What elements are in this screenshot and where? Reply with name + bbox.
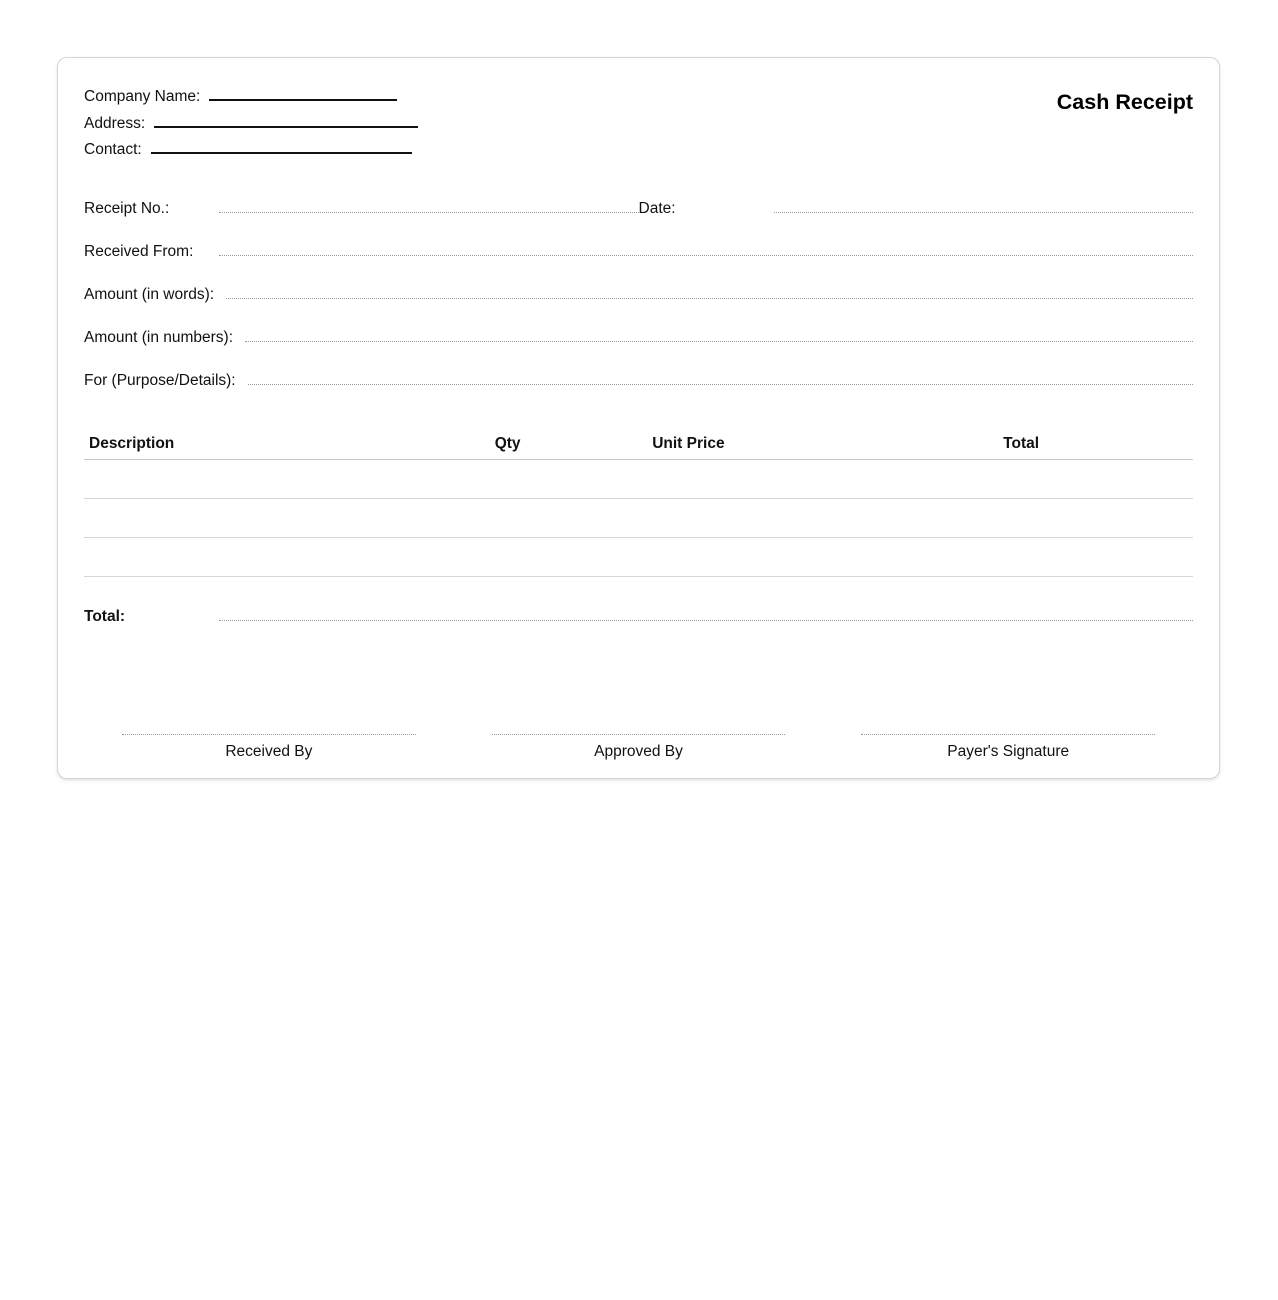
received-by-signature	[84, 734, 454, 763]
date-field	[639, 198, 1194, 220]
payers-signature-label: Payer's Signature	[947, 742, 1070, 760]
signatures-section	[84, 734, 1193, 763]
amount-in-numbers-field	[84, 327, 1193, 349]
column-header-unit-price: Unit Price	[652, 434, 725, 452]
amount-in-numbers-label: Amount (in numbers):	[84, 328, 234, 346]
amount-in-numbers-line	[245, 341, 1193, 342]
address-blank	[154, 126, 418, 128]
company-name-row	[84, 84, 418, 111]
approved-by-signature	[454, 734, 824, 763]
company-name-label: Company Name:	[84, 88, 201, 105]
receipt-no-field	[84, 198, 639, 220]
payers-signature	[823, 734, 1193, 763]
amount-in-words-line	[226, 298, 1193, 299]
items-table-header	[84, 433, 1193, 460]
cash-receipt-card	[57, 57, 1220, 779]
purpose-field	[84, 370, 1193, 392]
amount-in-words-label: Amount (in words):	[84, 285, 215, 303]
company-name-blank	[209, 99, 397, 101]
page-title: Cash Receipt	[1056, 90, 1193, 114]
address-row	[84, 111, 418, 138]
address-label: Address:	[84, 114, 146, 132]
received-from-line	[219, 255, 1193, 256]
items-table	[84, 433, 1193, 577]
contact-label: Contact:	[84, 141, 142, 158]
purpose-label: For (Purpose/Details):	[84, 371, 236, 389]
column-header-description: Description	[89, 434, 175, 452]
fields-section	[84, 198, 1193, 392]
received-by-line	[122, 734, 416, 735]
payers-signature-line	[861, 734, 1155, 735]
received-from-label: Received From:	[84, 242, 194, 260]
contact-blank	[151, 152, 412, 154]
amount-in-words-field	[84, 284, 1193, 306]
company-info-block	[84, 84, 418, 164]
receipt-no-date-row	[84, 198, 1193, 220]
contact-row	[84, 137, 418, 164]
date-line	[774, 212, 1194, 213]
total-line	[219, 620, 1193, 621]
purpose-line	[248, 384, 1193, 385]
card-header	[84, 84, 1193, 164]
receipt-no-line	[219, 212, 639, 213]
column-header-qty: Qty	[494, 434, 521, 452]
total-field	[84, 606, 1193, 628]
column-header-total: Total	[1003, 434, 1040, 452]
receipt-no-label: Receipt No.:	[84, 199, 170, 217]
total-label: Total:	[84, 607, 126, 625]
date-label: Date:	[638, 199, 676, 217]
approved-by-label: Approved By	[594, 742, 683, 760]
approved-by-line	[492, 734, 786, 735]
table-row	[84, 460, 1193, 499]
table-row	[84, 538, 1193, 577]
received-from-field	[84, 241, 1193, 263]
table-row	[84, 499, 1193, 538]
received-by-label: Received By	[225, 742, 313, 760]
